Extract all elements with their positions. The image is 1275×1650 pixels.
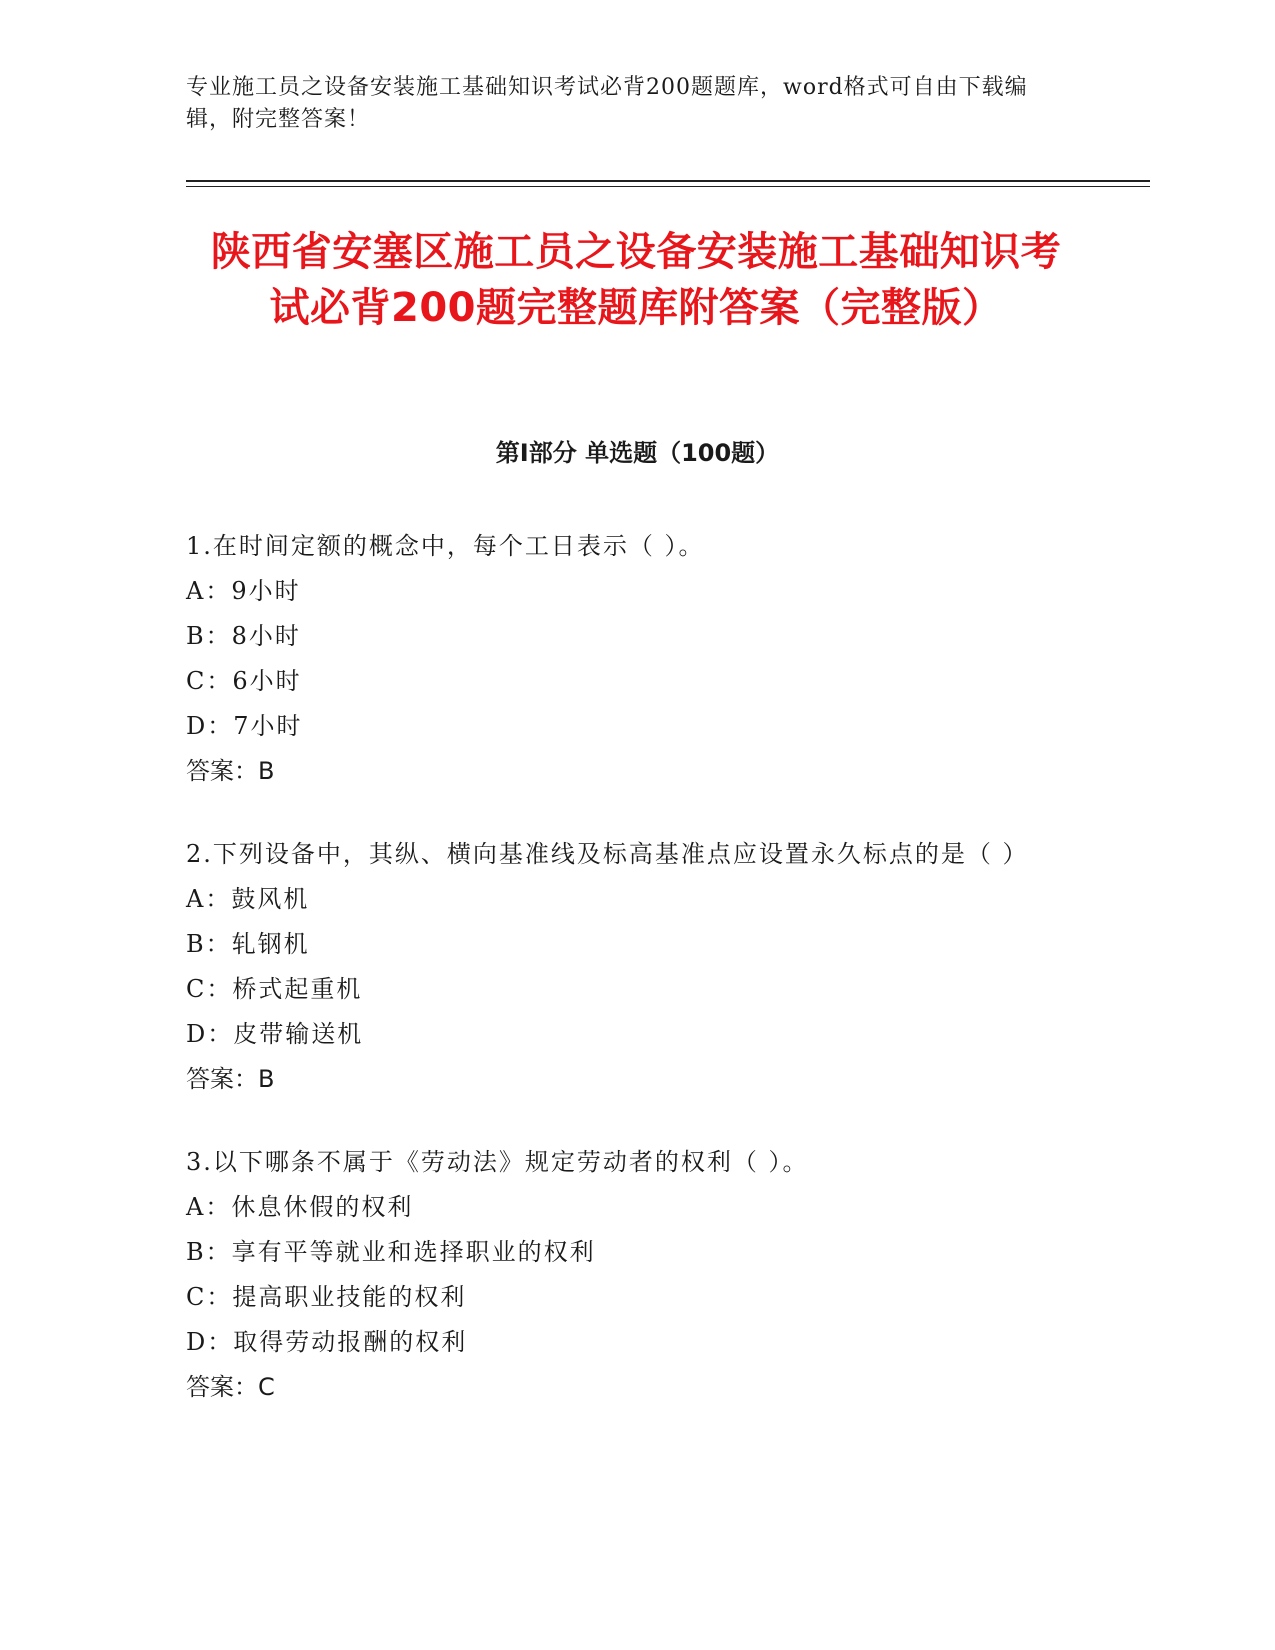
option-d: D：取得劳动报酬的权利	[186, 1328, 468, 1356]
section-title: 第I部分 单选题（100题）	[495, 439, 780, 467]
option-c: C：提高职业技能的权利	[186, 1283, 467, 1311]
option-b: B：轧钢机	[186, 930, 310, 958]
option-a: A：休息休假的权利	[186, 1193, 414, 1221]
option-c: C：桥式起重机	[186, 975, 363, 1003]
header-note: 专业施工员之设备安装施工基础知识考试必背200题题库，word格式可自由下载编辑，附完整答案！	[186, 75, 1028, 132]
document-title: 陕西省安塞区施工员之设备安装施工基础知识考试必背200题完整题库附答案（完整版）	[210, 229, 1062, 331]
option-a: A：9小时	[186, 577, 301, 605]
question-stem: 3.以下哪条不属于《劳动法》规定劳动者的权利（ ）。	[186, 1148, 809, 1176]
question-stem: 2.下列设备中，其纵、横向基准线及标高基准点应设置永久标点的是（ ）	[186, 840, 1029, 868]
header-divider-thin	[186, 186, 1150, 187]
question-3	[186, 1140, 1066, 1410]
option-a: A：鼓风机	[186, 885, 310, 913]
option-d: D：7小时	[186, 712, 303, 740]
question-list	[186, 524, 1066, 1448]
question-2	[186, 832, 1066, 1102]
answer: 答案：B	[186, 1065, 275, 1093]
answer: 答案：B	[186, 757, 275, 785]
question-1	[186, 524, 1066, 794]
header-divider-thick	[186, 180, 1150, 182]
option-d: D：皮带输送机	[186, 1020, 364, 1048]
option-b: B：享有平等就业和选择职业的权利	[186, 1238, 596, 1266]
option-b: B：8小时	[186, 622, 301, 650]
answer: 答案：C	[186, 1373, 275, 1401]
option-c: C：6小时	[186, 667, 302, 695]
question-stem: 1.在时间定额的概念中，每个工日表示（ ）。	[186, 532, 705, 560]
